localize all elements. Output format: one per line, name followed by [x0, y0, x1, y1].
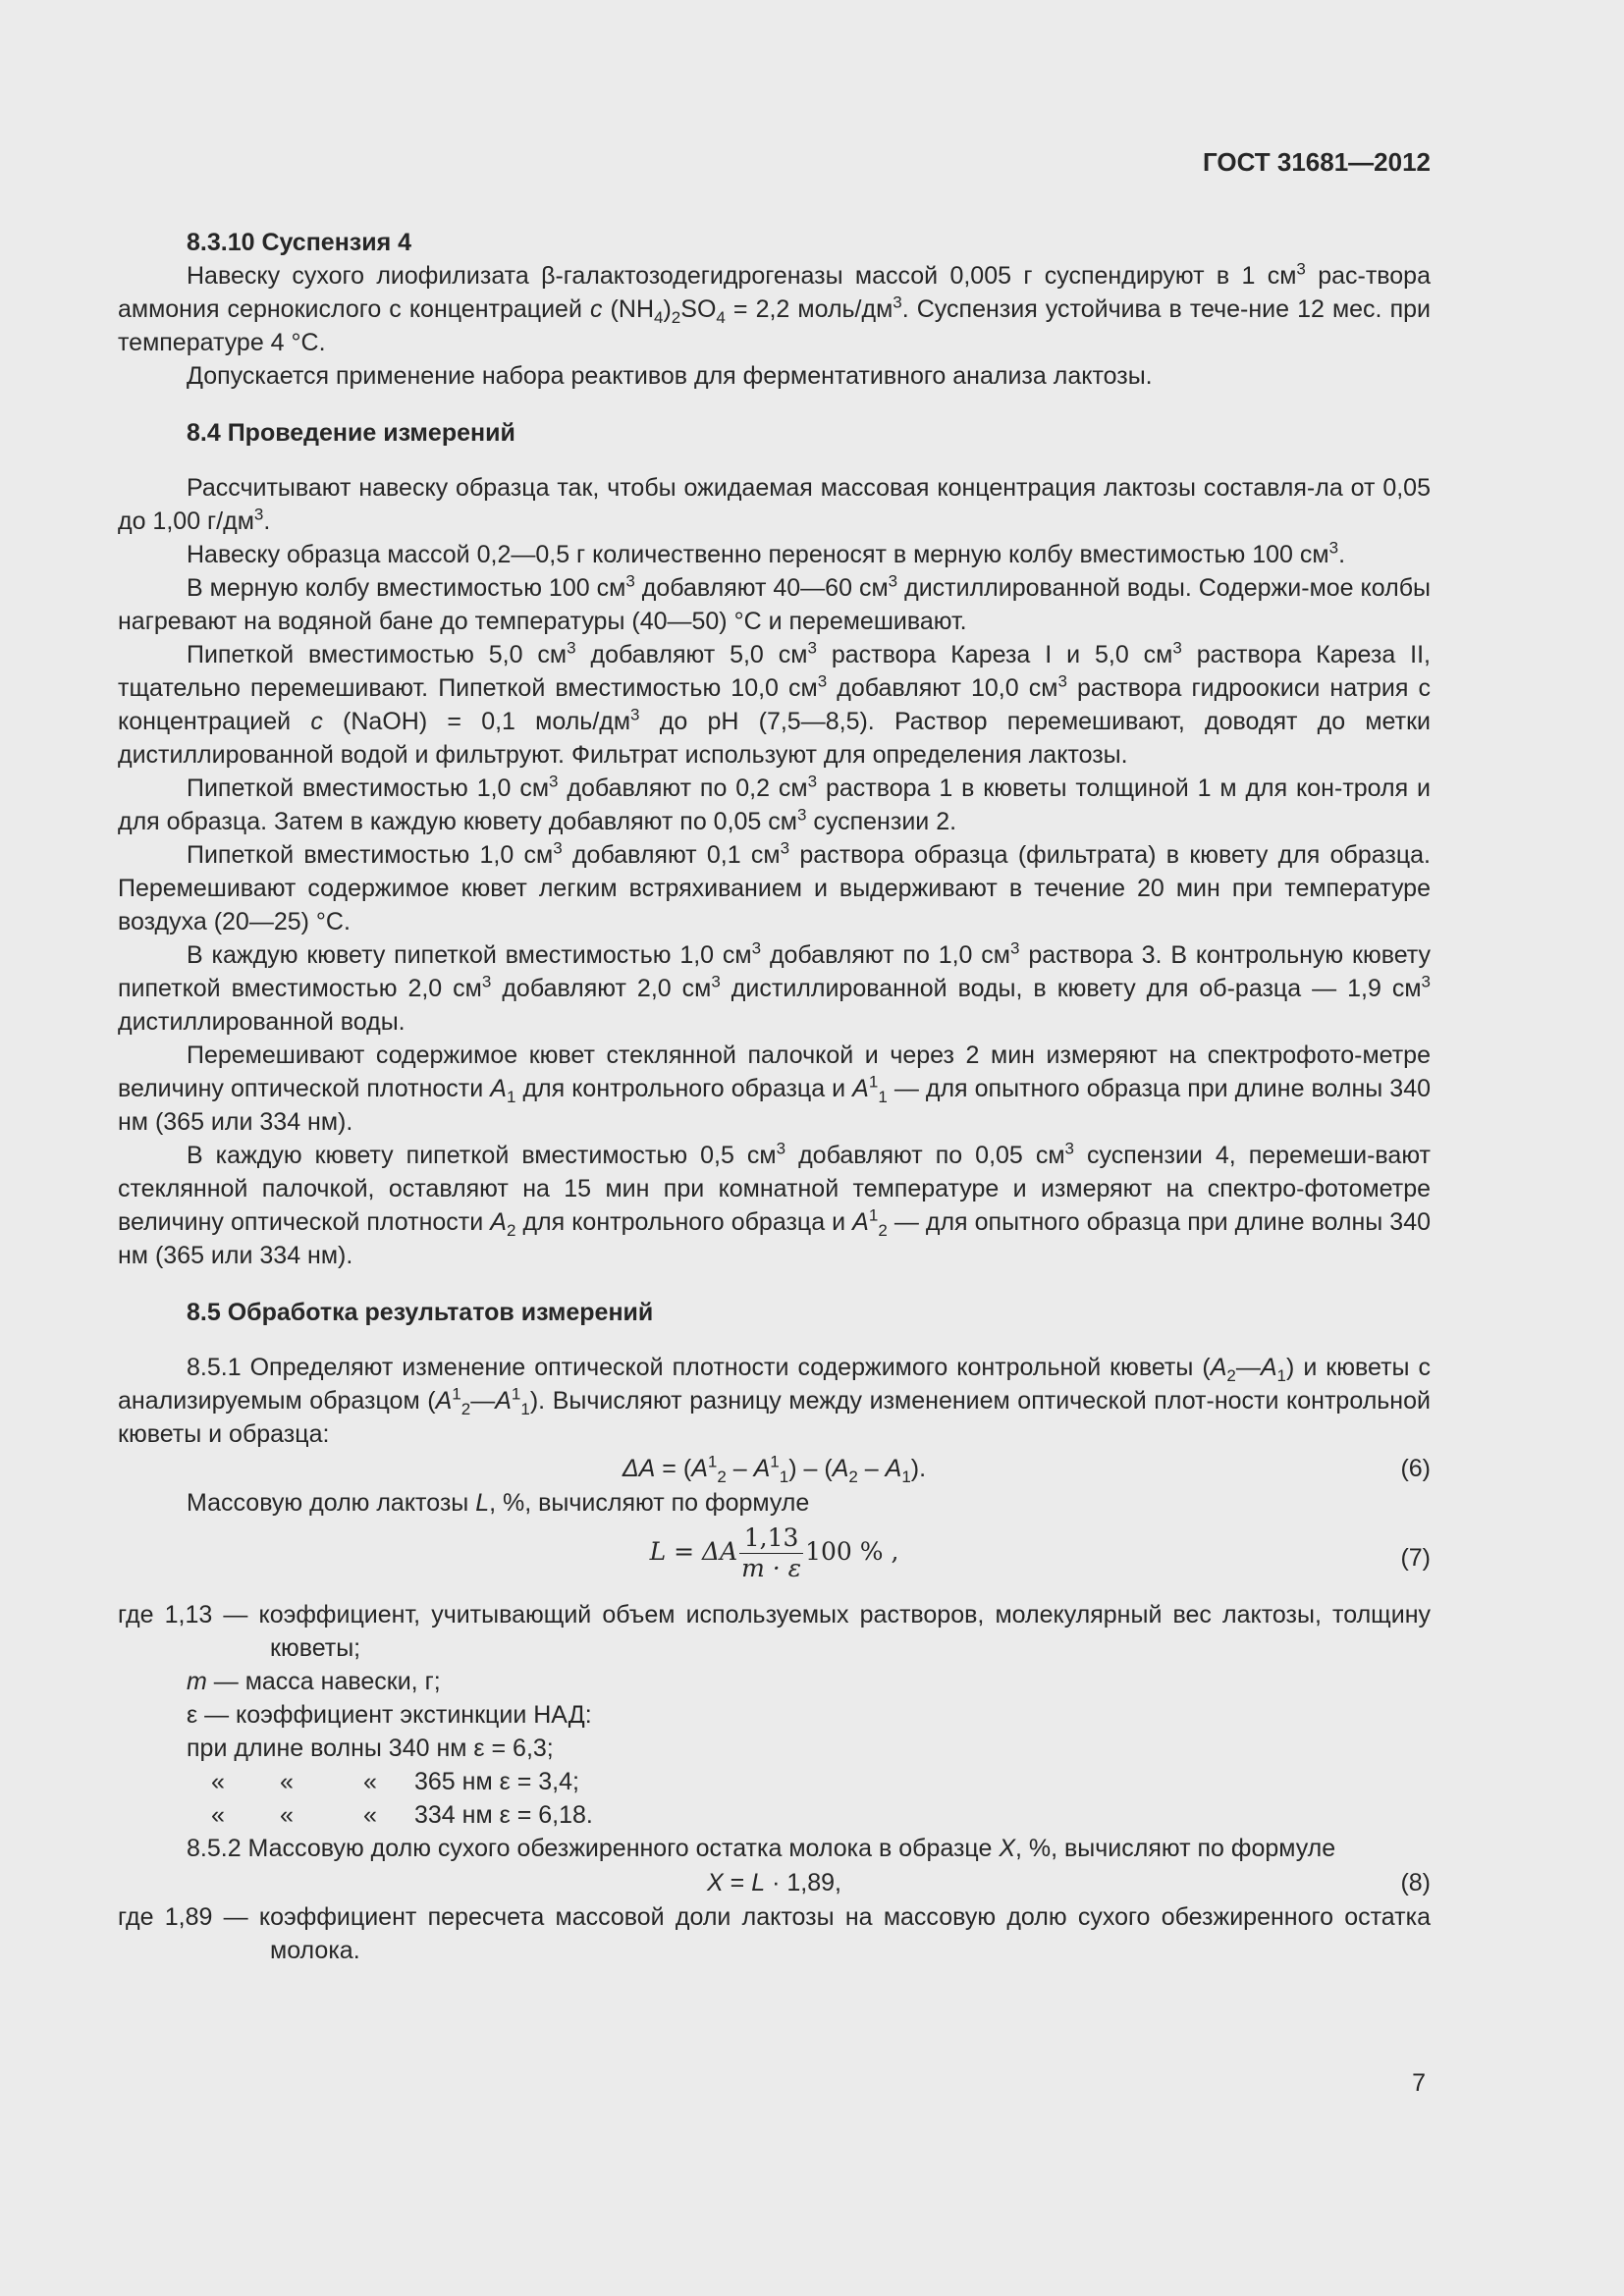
page-number: 7: [1412, 2069, 1426, 2097]
section-8-3-10-title: 8.3.10 Суспензия 4: [187, 229, 412, 256]
legend-item: « « « 334 нм ε = 6,18.: [211, 1801, 593, 1829]
paragraph: В каждую кювету пипеткой вместимостью 1,0 $см^3$ добавляют по 1,0 $см^3$ раствора 3. В контрольную кювету пипеткой вместимостью 2,0 $см^3$ добавляют 2,0 $см^3$ дистиллированной воды, в кювету для об-разца — 1,9 $см^3$ дистиллированной воды.: [118, 938, 1431, 1036]
legend-item: при длине волны 340 нм ε = 6,3;: [187, 1735, 554, 1762]
paragraph: 8.5.1 Определяют изменение оптической плотности содержимого контрольной кюветы $(A_2—A_1)$ и кюветы с анализируемым образцом $(A^1_2—A^1_1)$. Вычисляют разницу между изменением оптической плот-ности контрольной кюветы и образца:: [118, 1354, 1431, 1448]
paragraph: Массовую долю лактозы L, %, вычисляют по формуле: [187, 1489, 810, 1517]
formula-8: X = L · 1,89, (8): [118, 1865, 1431, 1900]
formula-number: (8): [1400, 1869, 1431, 1896]
where-clause: где 1,89 — коэффициент пересчета массовой доли лактозы на массовую долю сухого обезжиренного остатка молока.: [118, 1903, 1431, 1964]
standard-header: ГОСТ 31681—2012: [1203, 147, 1431, 177]
where-clause: где 1,13 — коэффициент, учитывающий объем используемых растворов, молекулярный вес лактозы, толщину кюветы;: [118, 1601, 1431, 1662]
legend-item: « « « 365 нм ε = 3,4;: [211, 1768, 579, 1795]
legend-item: m — масса навески, г;: [187, 1668, 441, 1695]
page-content: [118, 226, 1431, 1967]
paragraph: В каждую кювету пипеткой вместимостью 0,5 $см^3$ добавляют по 0,05 $см^3$ суспензии 4, перемеши-вают стеклянной палочкой, оставляют на 15 мин при комнатной температуре и измеряют на спектро-фотометре величину оптической плотности $A_2$ для контрольного образца и $A^1_2$ — для опытного образца при длине волны 340 нм (365 или 334 нм).: [118, 1139, 1431, 1269]
paragraph: Допускается применение набора реактивов для ферментативного анализа лактозы.: [187, 362, 1153, 390]
paragraph: Перемешивают содержимое кювет стеклянной палочкой и через 2 мин измеряют на спектрофото-метре величину оптической плотности $A_1$ для контрольного образца и $A^1_1$ — для опытного образца при длине волны 340 нм (365 или 334 нм).: [118, 1041, 1431, 1136]
paragraph: Пипеткой вместимостью 5,0 $см^3$ добавляют 5,0 $см^3$ раствора Кареза I и 5,0 $см^3$ раствора Кареза II, тщательно перемешивают. Пипеткой вместимостью 10,0 $см^3$ добавляют 10,0 $см^3$ раствора гидроокиси натрия с концентрацией c (NaOH) = 0,1 моль/$дм^3$ до pH (7,5—8,5). Раствор перемешивают, доводят до метки дистиллированной водой и фильтруют. Фильтрат используют для определения лактозы.: [118, 638, 1431, 769]
section-8-4-title: 8.4 Проведение измерений: [187, 419, 515, 447]
paragraph: Пипеткой вместимостью 1,0 $см^3$ добавляют по 0,2 $см^3$ раствора 1 в кюветы толщиной 1 м для кон-троля и для образца. Затем в каждую кювету добавляют по 0,05 $см^3$ суспензии 2.: [118, 772, 1432, 835]
formula-7: L = ΔA $\frac{1,13}{m \cdot \varepsilon}$ 100 % , (7): [649, 1523, 1431, 1582]
formula-number: (6): [1400, 1455, 1431, 1482]
paragraph: Навеску образца массой 0,2—0,5 г количественно переносят в мерную колбу вместимостью 100 $см^3$.: [187, 538, 1346, 568]
fraction: $\frac{1,13}{m \cdot \varepsilon}$: [741, 1523, 802, 1582]
paragraph: 8.5.2 Массовую долю сухого обезжиренного остатка молока в образце X, %, вычисляют по формуле: [187, 1835, 1336, 1862]
formula-number: (7): [1400, 1544, 1431, 1572]
legend-item: ε — коэффициент экстинкции НАД:: [187, 1701, 592, 1729]
section-8-5-title: 8.5 Обработка результатов измерений: [187, 1299, 654, 1326]
formula-6: $\Delta A = (A^1_2 - A^1_1) - (A_2 - A_1)$. (6): [622, 1452, 1431, 1486]
paragraph: В мерную колбу вместимостью 100 $см^3$ добавляют 40—60 $см^3$ дистиллированной воды. Содержи-мое колбы нагревают на водяной бане до температуры (40—50) °С и перемешивают.: [118, 571, 1432, 635]
paragraph: Рассчитывают навеску образца так, чтобы ожидаемая массовая концентрация лактозы составля-ла от 0,05 до 1,00 $г/дм^3$.: [118, 474, 1431, 535]
paragraph: Навеску сухого лиофилизата β-галактозодегидрогеназы массой 0,005 г суспендируют в 1 $см^3$ рас-твора аммония сернокислого с концентрацией c $(NH_4)_2SO_4 = 2,2$ моль/$дм^3$. Суспензия устойчива в тече-ние 12 мес. при температуре 4 °С.: [118, 259, 1431, 356]
paragraph: Пипеткой вместимостью 1,0 $см^3$ добавляют 0,1 $см^3$ раствора образца (фильтрата) в кювету для образца. Перемешивают содержимое кювет легким встряхиванием и выдерживают в течение 20 мин при температуре воздуха (20—25) °С.: [118, 838, 1431, 935]
